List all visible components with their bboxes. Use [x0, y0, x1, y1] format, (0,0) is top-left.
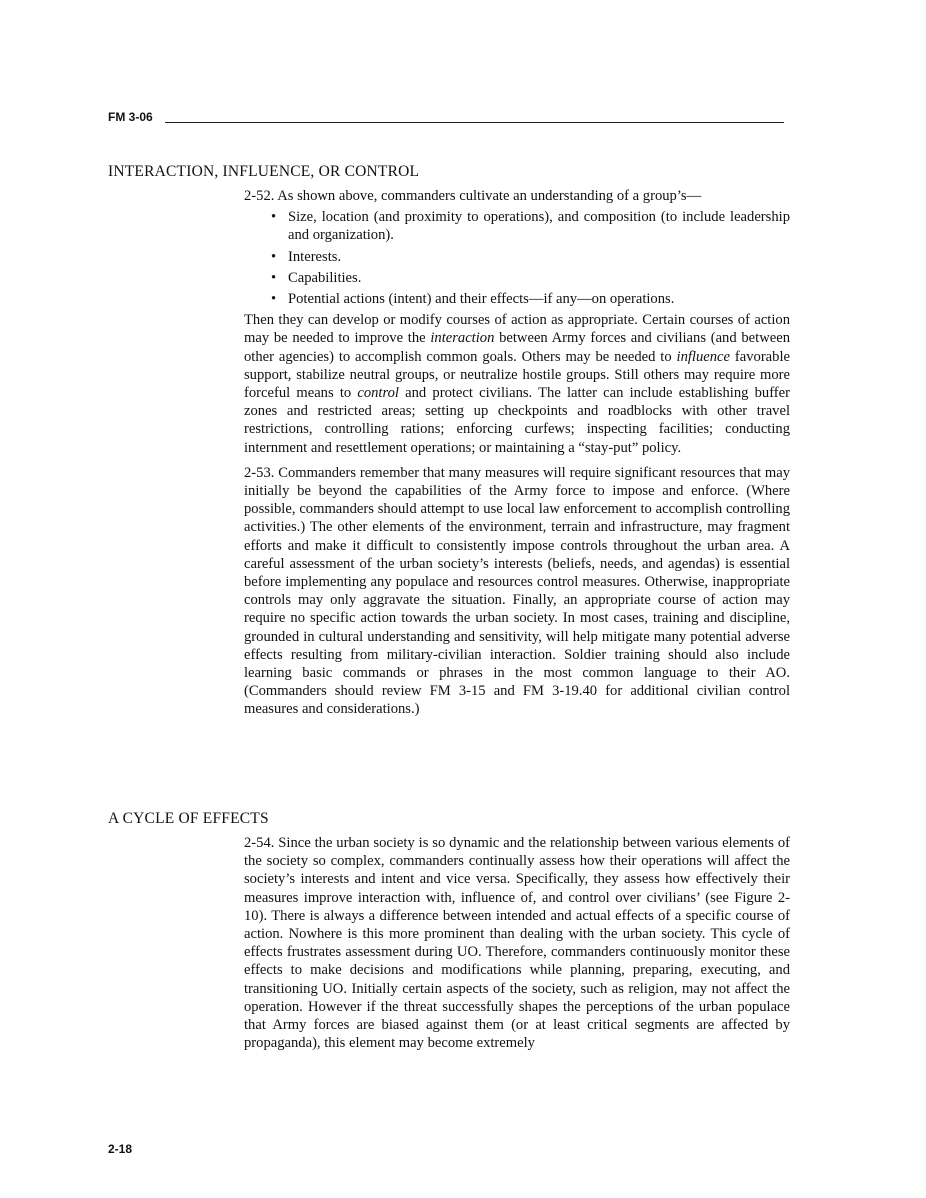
text-run: favorable support, stabilize neutral groups, or neutralize hostile groups. Still others may require more forceful means to	[244, 348, 790, 402]
paragraph-2-52-intro: 2-52. As shown above, commanders cultivate an understanding of a group’s—	[244, 188, 702, 204]
section-heading-cycle-of-effects: A CYCLE OF EFFECTS	[108, 810, 269, 827]
page-number: 2-18	[108, 1142, 133, 1156]
paragraph-2-53: 2-53. Commanders remember that many measures will require significant resources that may initially be beyond the capabilities of the Army force to impose and enforce. (Where possible, commanders should attempt to use local law enforcement to accomplish controlling activities.) The other elements of the environment, terrain and infrastructure, may fragment efforts and make it difficult to consistently impose controls throughout the urban area. A careful assessment of the urban society’s interests (beliefs, needs, and agendas) is essential before implementing any populace and resources control measures. Otherwise, inappropriate controls may only aggravate the situation. Finally, an appropriate course of action may require no specific action towards the urban society. In most cases, training and discipline, grounded in cultural understanding and sensitivity, will help mitigate many potential adverse effects resulting from military-civilian interaction. Soldier training should also include learning basic commands or phrases in the most common language to their AO. (Commanders should review FM 3-15 and FM 3-19.40 for additional civilian control measures and considerations.)	[244, 464, 790, 718]
list-item: • Capabilities.	[288, 269, 790, 287]
paragraph-2-52-continued	[244, 311, 790, 457]
emphasis-control: control	[357, 385, 399, 402]
section-body-interaction	[244, 187, 790, 719]
document-id: FM 3-06	[108, 110, 153, 124]
emphasis-influence: influence	[676, 348, 731, 365]
text-run: between Army forces and civilians (and between other agencies) to accomplish common goals. Others may be needed to	[244, 330, 790, 365]
section-body-cycle-of-effects	[244, 834, 790, 1052]
header-rule	[165, 122, 784, 123]
section-heading-interaction: INTERACTION, INFLUENCE, OR CONTROL	[108, 163, 420, 180]
list-item: • Size, location (and proximity to operations), and composition (to include leadership and organization).	[288, 208, 790, 244]
bullet-list	[244, 208, 790, 308]
list-item: • Potential actions (intent) and their effects—if any—on operations.	[288, 290, 790, 308]
emphasis-interaction: interaction	[430, 330, 495, 347]
text-run: Then they can develop or modify courses of action as appropriate. Certain courses of action may be needed to improve the	[244, 312, 790, 347]
text-run: and protect civilians. The latter can include establishing buffer zones and restricted areas; setting up checkpoints and roadblocks with other travel restrictions, controlling rations; enforcing curfews; inspecting facilities; conducting internment and resettlement operations; or maintaining a “stay-put” policy.	[244, 385, 790, 456]
paragraph-2-54: 2-54. Since the urban society is so dynamic and the relationship between various elements of the society so complex, commanders continually assess how their operations will affect the society’s interests and intent and vice versa. Specifically, they assess how effectively their measures improve interaction with, influence of, and control over civilians’ (see Figure 2-10). There is always a difference between intended and actual effects of a specific course of action. Nowhere is this more prominent than dealing with the urban society. This cycle of effects frustrates assessment during UO. Therefore, commanders continuously monitor these effects to make decisions and modifications while planning, preparing, executing, and transitioning UO. Initially certain aspects of the society, such as religion, may not affect the operation. However if the threat successfully shapes the perceptions of the urban populace that Army forces are biased against them (or at least critical segments are affected by propaganda), this element may become extremely	[244, 835, 790, 1052]
list-item: • Interests.	[288, 248, 790, 266]
